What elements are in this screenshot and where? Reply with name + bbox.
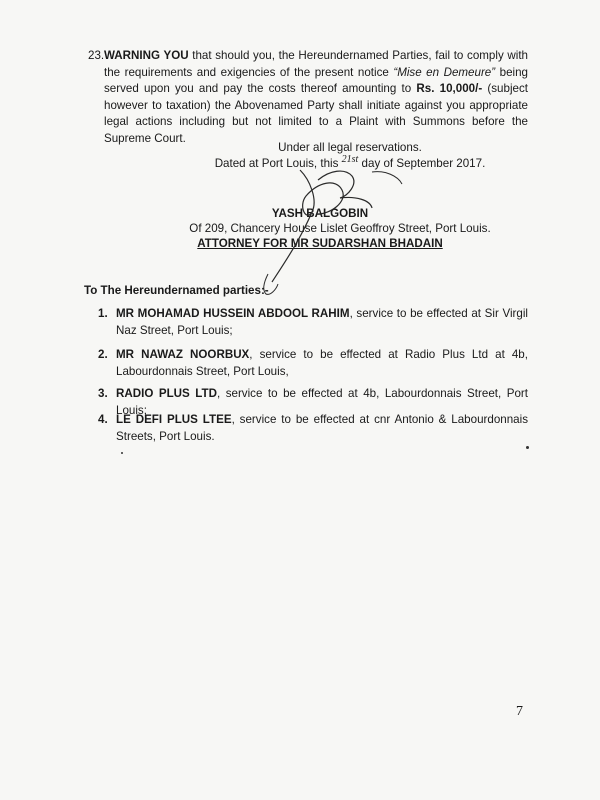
dated-text: Dated at Port Louis, this (214, 157, 342, 170)
party-detail: , service to be effected at Sir Virgil Naz Street, Port Louis; (116, 307, 529, 337)
reservations-line: Under all legal reservations. (278, 141, 422, 154)
party-number: 4. (98, 413, 108, 426)
party-name: MR MOHAMAD HUSSEIN ABDOOL RAHIM (116, 307, 350, 320)
party-detail: , service to be effected at Radio Plus Ltd at 4b, Labourdonnais Street, Port Louis, (116, 348, 528, 378)
page-number: 7 (516, 704, 523, 719)
party-name: MR NAWAZ NOORBUX (116, 348, 250, 361)
party-number: 2. (98, 348, 108, 361)
paragraph-text: (subject however to taxation) the Abovenamed Party shall initiate against you appropriate legal actions including but not limited to a Plaint with Summons before the Supreme Court. (104, 82, 528, 145)
party-item (98, 347, 528, 380)
paragraph-text: that should you, the Hereundernamed Parties, fail to comply with the requirements and exigencies of the present notice (104, 49, 529, 79)
party-name: RADIO PLUS LTD (116, 387, 217, 400)
party-number: 3. (98, 387, 108, 400)
dated-line (150, 156, 550, 174)
warning-lead: WARNING YOU (104, 49, 189, 62)
paragraph-number: 23. (88, 49, 105, 62)
party-item (98, 412, 528, 445)
handwritten-day: 21st (341, 154, 359, 165)
signatory-address: Of 209, Chancery House Lislet Geoffroy Street, Port Louis. (189, 222, 491, 235)
paragraph-23 (88, 48, 529, 147)
party-name: LE DEFI PLUS LTEE (116, 413, 232, 426)
costs-amount: Rs. 10,000/- (416, 82, 483, 95)
dated-text: day of September 2017. (358, 157, 486, 170)
paragraph-text: being served upon you and pay the costs thereof amounting to (104, 65, 528, 95)
party-detail: , service to be effected at cnr Antonio & Labourdonnais Streets, Port Louis. (116, 413, 528, 443)
signature-stroke (318, 171, 372, 208)
parties-heading: To The Hereundernamed parties:- (84, 284, 269, 297)
scan-speck (121, 452, 123, 454)
signatory-name: YASH BALGOBIN (271, 207, 369, 220)
party-detail: , service to be effected at 4b, Labourdonnais Street, Port Louis; (116, 387, 528, 417)
scan-speck (526, 446, 529, 449)
party-number: 1. (98, 307, 108, 320)
party-item (98, 306, 529, 339)
signatory-role: ATTORNEY FOR MR SUDARSHAN BHADAIN (197, 237, 443, 250)
notice-title: “Mise en Demeure” (393, 65, 496, 79)
